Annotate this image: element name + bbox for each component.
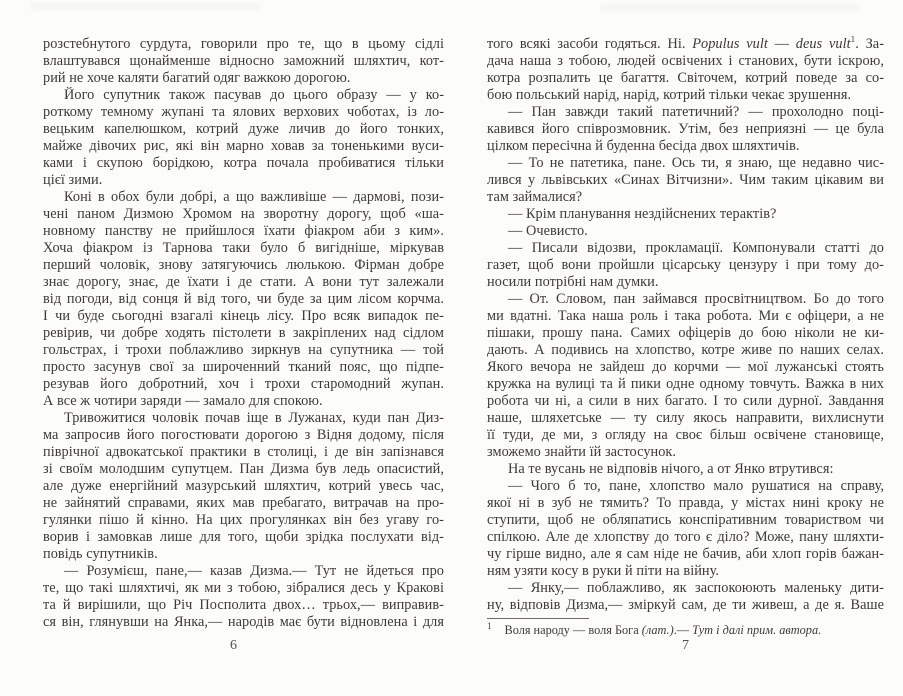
scan-artifact — [600, 4, 860, 11]
text-line: зможемо знайти їй застосунок. — [487, 444, 677, 460]
text-line: А все ж чотири заряди — замало для спокою. — [43, 393, 323, 409]
text-line: цілком пересічна й буденна бесіда двох шляхтичів. — [487, 138, 800, 154]
text-line: дають. А подивись на хлопство, котре живе по наших селах. — [487, 342, 884, 358]
text-line: — Пан завжди такий патетичний? — прохолодно поці- — [508, 104, 884, 120]
text-line: — Чого б то, пане, хлопство мало рушатися на справу, — [508, 478, 884, 494]
text-line: наше, шляхетське — ту силу якось направити, вихлиснути — [487, 410, 884, 426]
text-line: піврічної адвокатської практики в столиці, і де він запізнався — [43, 444, 444, 460]
footnote — [487, 622, 884, 638]
footnote-rule — [487, 618, 589, 619]
italic-text: (лат.) — [641, 623, 674, 637]
text-line: Його супутник також пасував до цього образу — у ко- — [64, 87, 444, 103]
text-line: котра розпалить це багаття. Світочем, котрий поведе за со- — [487, 70, 884, 86]
text-line: гулянки пішо й кінно. На цих прогулянках він без угаву го- — [43, 512, 444, 528]
text-segment: — — [767, 36, 796, 52]
text-line: новному панству не прийшлося їхати фіакром аби з ким». — [43, 223, 444, 239]
page-left-text — [43, 36, 444, 631]
text-line: газет, щоб вони пройшли цісарську цензуру і при тому до- — [487, 257, 884, 273]
page-right — [487, 36, 884, 638]
text-line: не зайнятий справами, яких мав пребагато, витрачав на про- — [43, 495, 444, 511]
text-segment: . За- — [855, 36, 884, 52]
text-line: — Розумієш, пане,— казав Дизма.— Тут не йдеться про — [64, 563, 444, 579]
text-line: ся він, глянувши на Янка,— народів має бути відновлена і для — [43, 614, 444, 630]
text-line: ревірив, чи добре ходять пістолети в закріплених над сідлом — [43, 325, 444, 341]
text-line: — То не патетика, пане. Ось ти, я знаю, ще недавно чис- — [508, 155, 884, 171]
text-line: ворив і замовкав лише для того, щоби зрідка послухати від- — [43, 529, 444, 545]
text-line: — Писали відозви, прокламації. Компонували статті до — [508, 240, 884, 256]
text-line: але дуже енергійний мазурський шляхтич, котрий увесь час, — [43, 478, 444, 494]
text-line: На те вусань не відповів нічого, а от Янко втрутився: — [508, 461, 834, 477]
text-line: пішаки, прошу пана. Самих офіцерів до бою ніколи не ки- — [487, 325, 884, 341]
page-number-left: 6 — [230, 638, 237, 653]
text-line: Тривожитися чоловік почав іще в Лужанах, куди пан Диз- — [64, 410, 444, 426]
text-line: якої ні в зуб не тямить? То правда, у містах нині кроку не — [487, 495, 884, 511]
text-line: влаштувався щонайменше відносно заможний шляхтич, кот- — [43, 53, 444, 69]
text-segment: .— — [673, 623, 693, 637]
text-line: знає дорогу, знає, де їхати і де стати. А вони тут залежали — [43, 274, 444, 290]
text-line: чені паном Дизмою Хромом на зворотну дорогу, щоб «ша- — [43, 206, 444, 222]
text-line: бою польський нарід, нарід, котрий тільки чекає зрушення. — [487, 87, 852, 103]
text-line — [487, 36, 884, 53]
text-line: ступити, щоб не обляпатись конспіративним товариством чи — [487, 512, 884, 528]
scan-artifact — [30, 2, 260, 10]
page-number-right: 7 — [682, 638, 689, 653]
text-line: — Крім планування нездійснених терактів? — [508, 206, 777, 222]
text-line: ми вдатні. Така наша роль і така робота. Ми є офіцери, а не — [487, 308, 884, 324]
text-line: робота чи ні, а сили в них багато. І то сили дурної. Завдання — [487, 393, 884, 409]
text-line: вецьким капелюшком, котрий дуже личив до його тонких, — [43, 121, 444, 137]
text-line: лився у львівських «Синах Вітчизни». Чим таким цікавим ви — [487, 172, 884, 188]
text-line: кружка на вулиці та й пики одне одному товчуть. Важка в них — [487, 376, 884, 392]
text-segment: Воля народу — воля Бога — [504, 623, 642, 637]
text-line: Коні в обох були добрі, а що важливіше — дармові, пози- — [64, 189, 444, 205]
text-line: її туди, де ми, з огляду на своє більш освічене становище, — [487, 427, 884, 443]
text-line: рий не хоче каляти багатий одяг важкою дорогою. — [43, 70, 351, 86]
italic-text: deus vult — [795, 36, 851, 52]
text-line: — Янку,— поблажливо, як заспокоюють маленьку дити- — [508, 580, 884, 596]
footnote-marker: 1 — [850, 36, 856, 45]
text-line: розстебнутого сурдута, говорили про те, що в цьому сідлі — [43, 36, 444, 52]
text-line: те, що такі шляхтичі, як ми з тобою, зібралися десь у Кракові — [43, 580, 444, 596]
text-line: перший чоловік, знову затягуючись люлькою. Фірман добре — [43, 257, 444, 273]
text-line: зі своїм молодшим супутцем. Пан Дизма був ледь опасистий, — [43, 461, 444, 477]
text-line: носили потрібні нам думки. — [487, 274, 659, 290]
text-line: Хоча фіакром із Тарнова таки було б вигідніше, міркував — [43, 240, 444, 256]
text-line: повідь супутників. — [43, 546, 158, 562]
text-line: майже дівочих рис, які він марно ховав за тоненькими вуси- — [43, 138, 444, 154]
text-line: Якого вечора не зайдеш до корчми — мої лужанські стоять — [487, 359, 884, 375]
text-line: ням узяти косу в руки й піти на війну. — [487, 563, 720, 579]
text-line: — Очевисто. — [508, 223, 588, 239]
text-line: резував його добротний, хоч і трохи старомодний жупан. — [43, 376, 444, 392]
page-left — [43, 36, 444, 631]
italic-text: Populus vult — [692, 36, 768, 52]
text-segment: того всякі засоби годяться. Ні. — [487, 36, 693, 52]
italic-text: Тут і далі прим. автора. — [692, 623, 822, 637]
text-line: кавився його співрозмовник. Утім, без неприязні — це була — [487, 121, 884, 137]
text-line: — От. Словом, пан займався просвітництвом. Бо до того — [508, 291, 884, 307]
text-line: від погоди, від сонця й від того, чи буде за цим лісом корчма. — [43, 291, 444, 307]
text-line: роткому темному жупані та ялових верхових чоботах, із ло- — [43, 104, 444, 120]
text-line: цієї зими. — [43, 172, 103, 188]
text-line: та й вирішили, що Річ Посполита двох… трьох,— виправив- — [43, 597, 444, 613]
text-line: ма запросив його погостювати дорогою з Відня додому, після — [43, 427, 444, 443]
text-line: там займалися? — [487, 189, 583, 205]
text-line: гольстрах, і трохи поблажливо зиркнув на супутника — той — [43, 342, 444, 358]
text-line: дача наша з тобою, людей освічених і станових, бути іскрою, — [487, 53, 884, 69]
footnote-marker: 1 — [487, 620, 492, 631]
text-line: спілкою. Але де хлопству до того є діло? Може, пану шляхти- — [487, 529, 884, 545]
text-line: чу гірше видно, але я сам ніде не бачив, аби хлоп горів бажан- — [487, 546, 884, 562]
text-line: І чи буде сьогодні взагалі кінець лісу. Про всяк випадок пе- — [43, 308, 444, 324]
text-line: ками і скупою борідкою, котра почала пробиватися тільки — [43, 155, 444, 171]
text-line: просто засунув свої за широченний тканий пояс, що підпе- — [43, 359, 444, 375]
text-line: ну, відповів Дизма,— зміркуй сам, де ти живеш, а де я. Ваше — [487, 597, 884, 613]
page-right-text — [487, 36, 884, 614]
